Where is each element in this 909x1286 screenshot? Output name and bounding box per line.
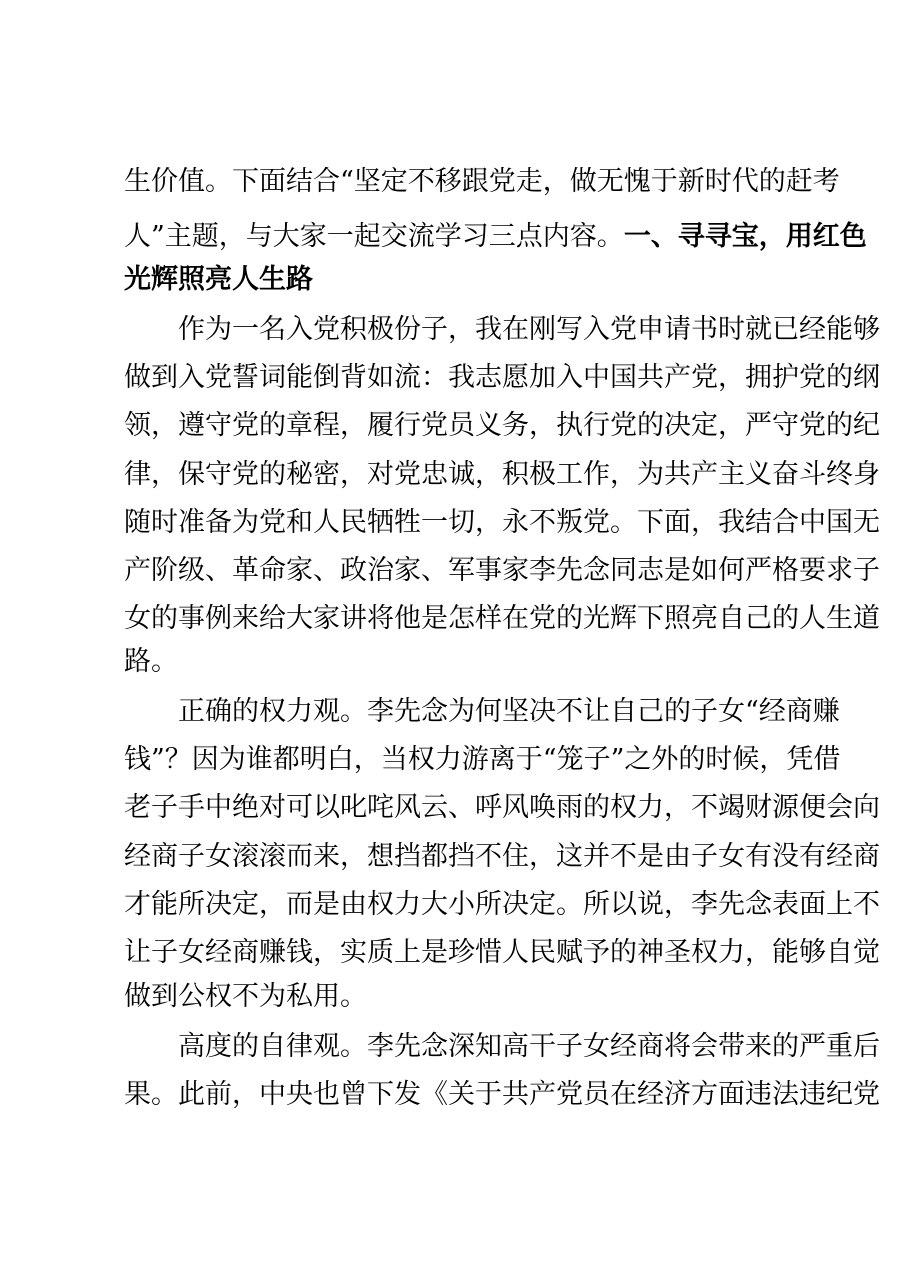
paragraph-2-line: 老子手中绝对可以叱咤风云、呼风唤雨的权力，不竭财源便会向 [124, 792, 880, 823]
paragraph-3-line: 果。此前，中央也曾下发《关于共产党员在经济方面违法违纪党 [124, 1079, 880, 1110]
paragraph-1-line: 产阶级、革命家、政治家、军事家李先念同志是如何严格要求子 [124, 555, 880, 586]
paragraph-2-line: 才能所决定，而是由权力大小所决定。所以说，李先念表面上不 [124, 889, 880, 920]
intro-line-2 [124, 217, 867, 257]
paragraph-1-line: 女的事例来给大家讲将他是怎样在党的光辉下照亮自己的人生道 [124, 603, 880, 634]
section-heading-part-1: 一、寻寻宝，用红色 [623, 221, 867, 252]
paragraph-1-line: 律，保守党的秘密，对党忠诚，积极工作，为共产主义奋斗终身 [124, 459, 880, 490]
paragraph-3-line: 高度的自律观。李先念深知高干子女经商将会带来的严重后 [178, 1031, 880, 1062]
intro-line-1: 生价值。下面结合“坚定不移跟党走，做无愧于新时代的赶考 [124, 166, 840, 197]
paragraph-2-line: 让子女经商赚钱，实质上是珍惜人民赋予的神圣权力，能够自觉 [124, 937, 880, 968]
paragraph-2-line: 钱”？因为谁都明白，当权力游离于“笼子”之外的时候，凭借 [124, 744, 841, 775]
paragraph-2-line: 经商子女滚滚而来，想挡都挡不住，这并不是由子女有没有经商 [124, 841, 880, 872]
paragraph-1-line: 随时准备为党和人民牺牲一切，永不叛党。下面，我结合中国无 [124, 507, 880, 538]
intro-line-2-text: 人”主题，与大家一起交流学习三点内容。 [124, 221, 624, 252]
section-heading-part-2: 光辉照亮人生路 [124, 264, 313, 295]
paragraph-2-line: 正确的权力观。李先念为何坚决不让自己的子女“经商赚 [178, 696, 840, 727]
paragraph-1-line: 做到入党誓词能倒背如流：我志愿加入中国共产党，拥护党的纲 [124, 362, 880, 393]
paragraph-1-line: 作为一名入党积极份子，我在刚写入党申请书时就已经能够 [178, 314, 880, 345]
paragraph-1-line: 路。 [124, 646, 178, 677]
paragraph-1-line: 领，遵守党的章程，履行党员义务，执行党的决定，严守党的纪 [124, 410, 880, 441]
paragraph-2-line: 做到公权不为私用。 [124, 981, 367, 1012]
